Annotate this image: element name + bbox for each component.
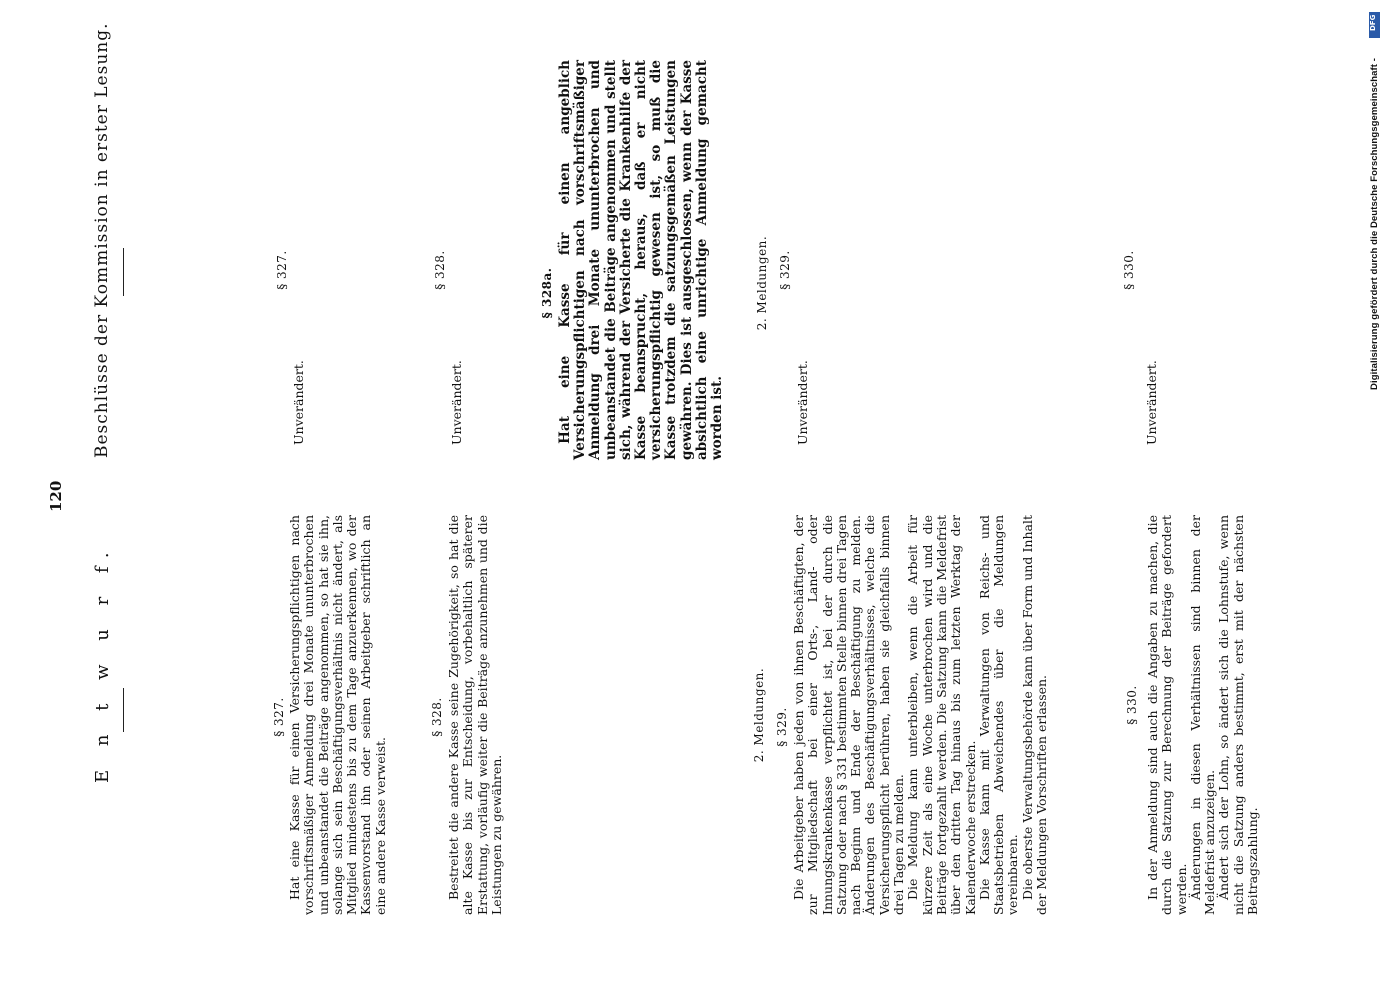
left-s328-paragraph: Bestreitet die andere Kasse seine Zugehörigkeit, so hat die alte Kasse bis zur Entscheidung, vorbehaltlich späterer Erstattung, vorläufig weiter die Beiträge anzunehmen und die Leistungen zu gewähren. [446, 515, 504, 915]
header-entwurf: E n t w u r f. [92, 543, 113, 783]
right-section-heading: 2. Meldungen. [755, 235, 769, 331]
left-s329-paragraph-4: Die oberste Verwaltungsbehörde kann über Form und Inhalt der Meldungen Vorschriften erlassen. [1019, 515, 1050, 915]
left-section-heading: 2. Meldungen. [752, 667, 766, 763]
left-s330-number: § 330. [1125, 685, 1139, 725]
right-s328a-number: § 328a. [540, 267, 554, 319]
header-beschluesse: Beschlüsse der Kommission in erster Lesung. [92, 22, 112, 458]
left-s329-paragraph-3: Die Kasse kann mit Verwaltungen von Reichs- und Staatsbetrieben Abweichendes über die Meldungen vereinbaren. [976, 515, 1021, 915]
left-s330-paragraph-3: Ändert sich der Lohn, so ändert sich die Lohnstufe, wenn nicht die Satzung anders bestimmt, erst mit der nächsten Beitragszahlung. [1216, 515, 1261, 915]
left-s327-text [288, 515, 388, 915]
header-rule-right [123, 248, 124, 296]
left-s329-number: § 329. [775, 707, 789, 747]
left-s327-number: § 327. [272, 697, 286, 737]
left-s327-paragraph: Hat eine Kasse für einen Versicherungspflichtigen nach vorschriftsmäßiger Anmeldung drei Monate ununterbrochen und unbeanstandet die Beiträge angenommen, so hat sie ihn, solange sich sein Beschäftigungsverhältnis nicht ändert, als Mitglied mindestens bis zu dem Tage anzuerkennen, wo der Kassenvorstand ihn oder seinen Arbeitgeber schriftlich an eine andere Kasse verweist. [287, 515, 388, 915]
right-s328a-text [558, 60, 725, 460]
left-s329-paragraph-2: Die Meldung kann unterbleiben, wenn die Arbeit für kürzere Zeit als eine Woche unterbrochen wird und die Beiträge fortgezahlt werden. Die Satzung kann die Meldefrist über den dritten Tag hinaus bis zum letzten Werktag der Kalenderwoche erstrecken. [905, 515, 978, 915]
left-s330-paragraph-1: In der Anmeldung sind auch die Angaben zu machen, die durch die Satzung zur Berechnung der Beiträge gefordert werden. [1145, 515, 1189, 915]
left-s329-text [792, 515, 1049, 915]
header-rule-left [123, 688, 124, 732]
left-s329-paragraph-1: Die Arbeitgeber haben jeden von ihnen Beschäftigten, der zur Mitgliedschaft bei einer Orts-, Land- oder Innungskrankenkasse verpflichtet ist, bei der durch die Satzung oder nach § 331 bestimmten Stelle binnen drei Tagen nach Beginn und Ende der Beschäftigung zu melden. Änderungen des Beschäftigungsverhältnisses, welche die Versicherungspflicht berühren, haben sie gleichfalls binnen drei Tagen zu melden. [791, 515, 907, 915]
right-s329-number: § 329. [778, 250, 792, 290]
right-s328-text: Unverändert. [449, 360, 464, 445]
right-s327-number: § 327. [275, 250, 289, 290]
left-s330-text [1146, 515, 1260, 915]
right-s329-text: Unverändert. [795, 360, 810, 445]
dfg-logo: DFG [1369, 12, 1380, 38]
right-s327-text: Unverändert. [291, 360, 306, 445]
left-s328-text [447, 515, 504, 915]
right-s328-number: § 328. [433, 250, 447, 290]
digitization-credit: Digitalisierung gefördert durch die Deutsche Forschungsgemeinschaft - [1369, 57, 1380, 390]
right-s330-text: Unverändert. [1144, 360, 1159, 445]
left-s330-paragraph-2: Änderungen in diesen Verhältnissen sind binnen der Meldefrist anzuzeigen. [1187, 515, 1218, 915]
page-number: 120 [47, 480, 65, 512]
right-s330-number: § 330. [1122, 250, 1136, 290]
left-s328-number: § 328. [430, 697, 444, 737]
right-s328a-paragraph: Hat eine Kasse für einen angeblich Versicherungspflichtigen nach vorschriftsmäßiger Anmeldung drei Monate ununterbrochen und unbeanstandet die Beiträge angenommen und stellt sich, während der Versicherte die Krankenhilfe der Kasse beansprucht, heraus, daß er nicht versicherungspflichtig gewesen ist, so muß die Kasse trotzdem die satzungsgemäßen Leistungen gewähren. Dies ist ausgeschlossen, wenn der Kasse absichtlich eine unrichtige Anmeldung gemacht worden ist. [557, 60, 726, 460]
